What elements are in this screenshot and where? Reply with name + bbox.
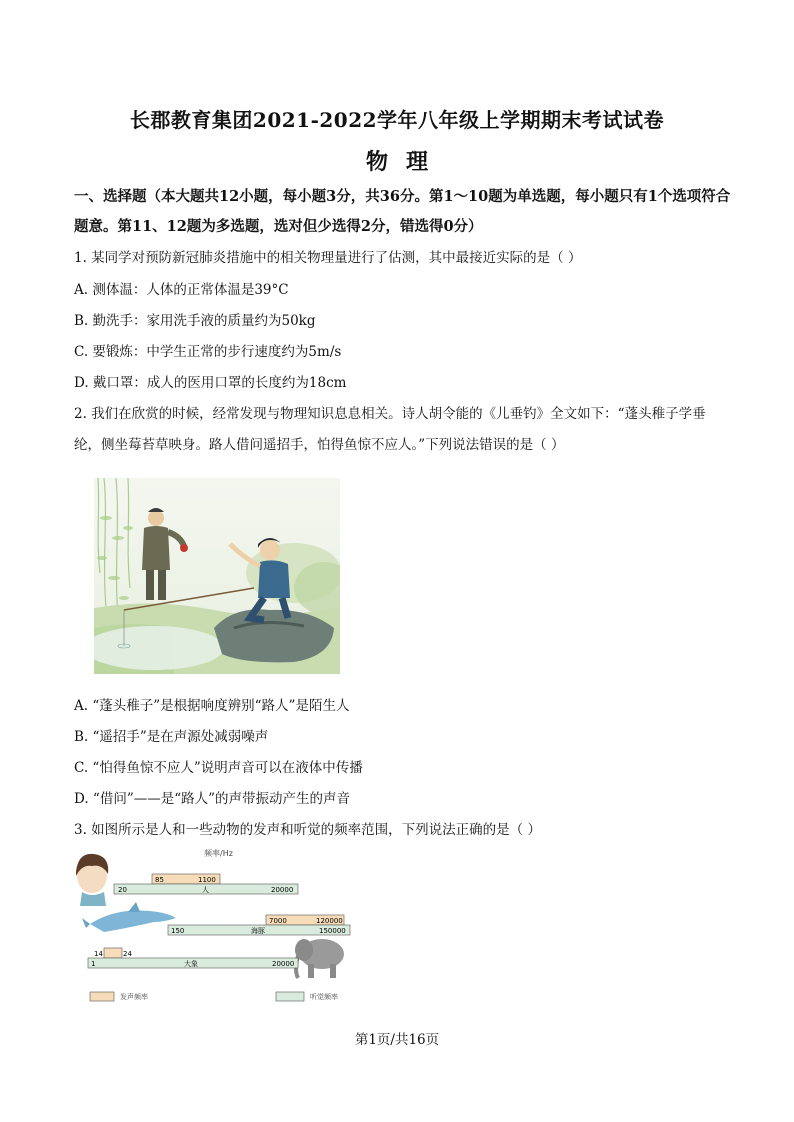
human-emit-low: 85 — [155, 876, 164, 884]
legend-emit-swatch — [90, 992, 114, 1001]
elephant-label: 大象 — [184, 960, 198, 968]
dolphin-hear-low: 150 — [171, 927, 185, 935]
human-icon — [76, 854, 108, 906]
q1-option-c: C. 要锻炼：中学生正常的步行速度约为5m/s — [74, 344, 342, 360]
elephant-emit-low: 14 — [94, 950, 103, 958]
dolphin-hear-high: 150000 — [319, 927, 346, 935]
q2-option-b: B. “遥招手”是在声源处减弱噪声 — [74, 729, 269, 745]
dolphin-emit-high: 120000 — [316, 917, 343, 925]
elephant-emit-high: 24 — [123, 950, 132, 958]
q3-stem: 3. 如图所示是人和一些动物的发声和听觉的频率范围，下列说法正确的是（ ） — [74, 822, 541, 838]
legend-hear-swatch — [276, 992, 304, 1001]
human-emit-high: 1100 — [198, 876, 216, 884]
elephant-icon — [295, 939, 344, 978]
q1-stem: 1. 某同学对预防新冠肺炎措施中的相关物理量进行了估测，其中最接近实际的是（ ） — [74, 250, 582, 266]
dolphin-label: 海豚 — [251, 927, 265, 935]
elephant-emit-bar — [104, 948, 122, 958]
q2-stem: 2. 我们在欣赏的时候，经常发现与物理知识息息相关。诗人胡令能的《儿垂钓》全文如下：“蓬头稚子学垂纶，侧坐莓苔草映身。路人借问遥招手，怕得鱼惊不应人。”下列说法错误的是（ ） — [74, 406, 706, 453]
human-hear-low: 20 — [118, 886, 127, 894]
q2-option-a: A. “蓬头稚子”是根据响度辨别“路人”是陌生人 — [74, 698, 350, 714]
freq-axis-label: 频率/Hz — [204, 849, 233, 858]
legend-emit-label: 发声频率 — [120, 993, 148, 1001]
human-label: 人 — [202, 886, 209, 894]
subject-title: 物理 — [365, 149, 446, 175]
q2-option-d: D. “借问”——是“路人”的声带振动产生的声音 — [74, 791, 351, 807]
exam-title: 长郡教育集团2021-2022学年八年级上学期期末考试试卷 — [129, 108, 665, 132]
fishing-illustration — [94, 478, 340, 674]
legend-hear-label: 听觉频率 — [310, 993, 338, 1001]
human-hear-high: 20000 — [271, 886, 294, 894]
section-heading: 一、选择题（本大题共12小题，每小题3分，共36分。第1～10题为单选题，每小题只有1个选项符合题意。第11、12题为多选题，选对但少选得2分，错选得0分） — [74, 188, 731, 235]
dolphin-emit-low: 7000 — [269, 917, 287, 925]
q1-option-b: B. 勤洗手：家用洗手液的质量约为50kg — [74, 313, 316, 329]
elephant-hear-low: 1 — [91, 960, 96, 968]
dolphin-icon — [82, 902, 176, 932]
frequency-range-figure — [68, 846, 368, 1006]
q1-option-a: A. 测体温：人体的正常体温是39°C — [74, 282, 289, 298]
elephant-hear-high: 20000 — [272, 960, 295, 968]
page-number: 第1页/共16页 — [354, 1032, 440, 1048]
q1-option-d: D. 戴口罩：成人的医用口罩的长度约为18cm — [74, 375, 347, 391]
q2-option-c: C. “怕得鱼惊不应人”说明声音可以在液体中传播 — [74, 760, 363, 776]
